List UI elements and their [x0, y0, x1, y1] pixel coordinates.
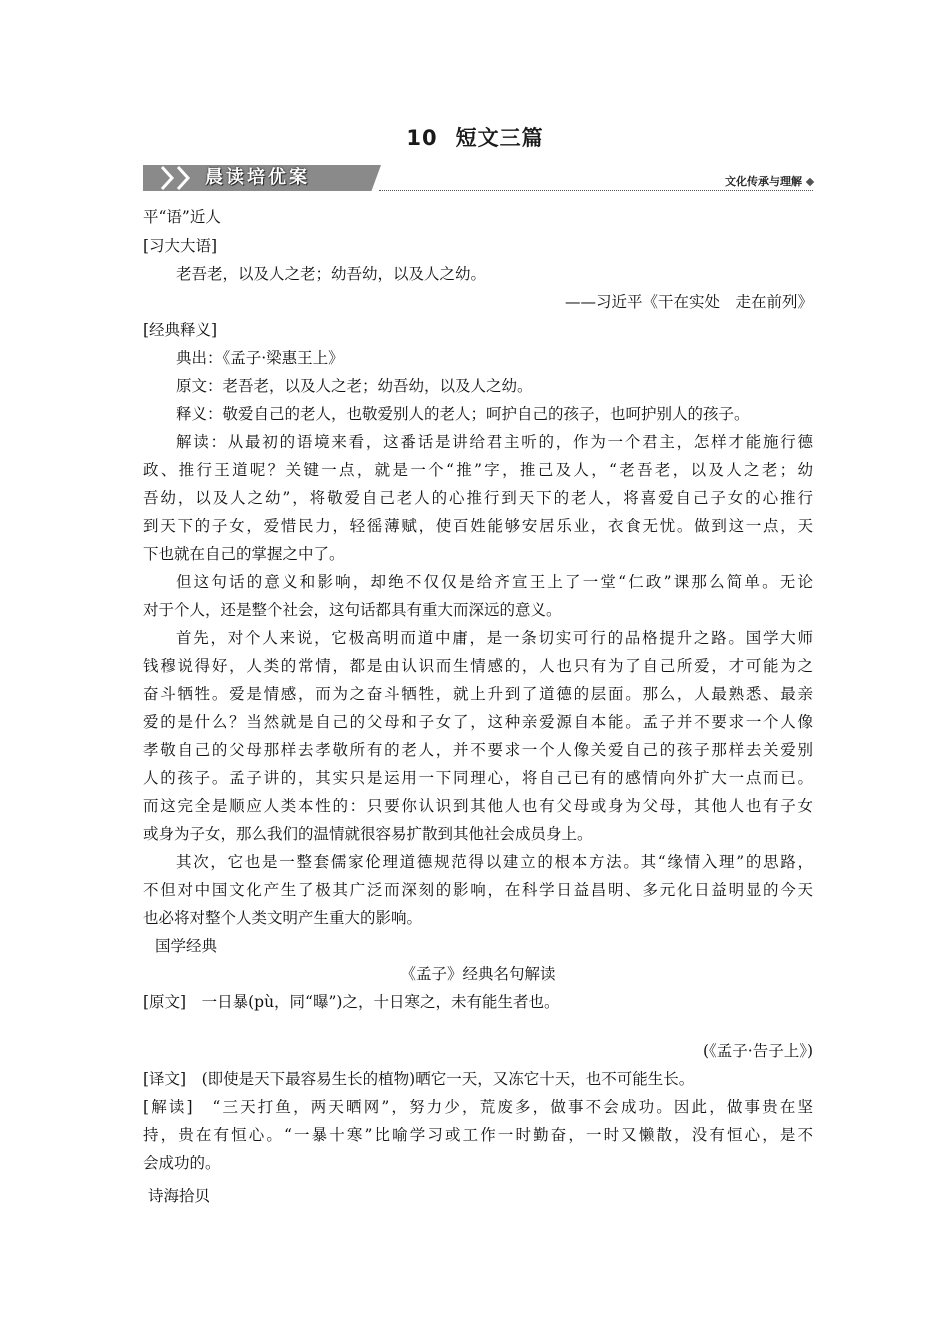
paragraph-line: 不但对中国文化产生了极其广泛而深刻的影响，在科学日益昌明、多元化日益明显的今天	[143, 881, 813, 899]
title-text: 短文三篇	[455, 126, 544, 150]
paragraph-line: 但这句话的意义和影响，却绝不仅仅是给齐宣王上了一堂“仁政”课那么简单。无论	[176, 573, 813, 591]
quote: 老吾老，以及人之老；幼吾幼，以及人之幼。	[176, 265, 487, 283]
original-text: [原文] 一日暴(pù，同“曝”)之，十日寒之，未有能生者也。	[143, 993, 560, 1011]
explanation-line: 释义：敬爱自己的老人，也敬爱别人的老人；呵护自己的孩子，也呵护别人的孩子。	[176, 405, 750, 423]
subheading: [习大大语]	[143, 237, 218, 255]
page-title	[0, 122, 950, 152]
section-heading: 国学经典	[155, 937, 218, 955]
chevron-right-icon	[175, 165, 193, 191]
source-citation: (《孟子·告子上》)	[702, 1042, 813, 1060]
section-banner	[143, 162, 813, 194]
translation-text: [译文] (即使是天下最容易生长的植物)晒它一天，又冻它十天，也不可能生长。	[143, 1070, 695, 1088]
paragraph-line: 吾幼，以及人之幼”，将敬爱自己老人的心推行到天下的老人，将喜爱自己子女的心推行	[143, 489, 813, 507]
origin-line: 典出：《孟子·梁惠王上》	[176, 349, 344, 367]
interpretation-line: 会成功的。	[143, 1154, 221, 1172]
banner-right-text: 文化传承与理解	[725, 175, 802, 188]
paragraph-line: 也必将对整个人类文明产生重大的影响。	[143, 909, 423, 927]
paragraph-line: 孝敬自己的父母那样去孝敬所有的老人，并不要求一个人像关爱自己的孩子那样去关爱别	[143, 741, 813, 759]
paragraph-line: 首先，对个人来说，它极高明而道中庸，是一条切实可行的品格提升之路。国学大师	[176, 629, 813, 647]
section-subtitle: 《孟子》经典名句解读	[400, 965, 556, 983]
paragraph-line: 人的孩子。孟子讲的，其实只是运用一下同理心，将自己已有的感情向外扩大一点而已。	[143, 769, 813, 787]
banner-divider	[379, 190, 813, 191]
paragraph-line: 爱的是什么？当然就是自己的父母和子女了，这种亲爱源自本能。孟子并不要求一个人像	[143, 713, 813, 731]
diamond-icon	[806, 178, 814, 186]
paragraph-line: 到天下的子女，爱惜民力，轻徭薄赋，使百姓能够安居乐业，衣食无忧。做到这一点，天	[143, 517, 813, 535]
paragraph-line: 其次，它也是一整套儒家伦理道德规范得以建立的根本方法。其“缘情入理”的思路，	[176, 853, 813, 871]
banner-label: 晨读培优案	[205, 167, 310, 188]
title-number: 10	[406, 126, 438, 150]
subheading: [经典释义]	[143, 321, 218, 339]
banner-right-label	[725, 173, 813, 189]
interpretation-line: [解读] “三天打鱼，两天晒网”，努力少，荒废多，做事不会成功。因此，做事贵在坚	[143, 1098, 813, 1116]
paragraph-line: 而这完全是顺应人类本性的：只要你认识到其他人也有父母或身为父母，其他人也有子女	[143, 797, 813, 815]
paragraph-line: 对于个人，还是整个社会，这句话都具有重大而深远的意义。	[143, 601, 562, 619]
paragraph-line: 或身为子女，那么我们的温情就很容易扩散到其他社会成员身上。	[143, 825, 593, 843]
paragraph-line: 钱穆说得好，人类的常情，都是由认识而生情感的，人也只有为了自己所爱，才可能为之	[143, 657, 813, 675]
section-heading: 诗海拾贝	[148, 1187, 211, 1205]
paragraph-line: 奋斗牺牲。爱是情感，而为之奋斗牺牲，就上升到了道德的层面。那么，人最熟悉、最亲	[143, 685, 813, 703]
interpretation-line: 持，贵在有恒心。“一暴十寒”比喻学习或工作一时勤奋，一时又懒散，没有恒心，是不	[143, 1126, 813, 1144]
paragraph-line: 解读：从最初的语境来看，这番话是讲给君主听的，作为一个君主，怎样才能施行德	[176, 433, 813, 451]
paragraph-line: 政、推行王道呢？关键一点，就是一个“推”字，推己及人，“老吾老，以及人之老；幼	[143, 461, 813, 479]
section-heading: 平“语”近人	[143, 208, 221, 226]
quote-source: ——习近平《干在实处 走在前列》	[564, 293, 813, 311]
paragraph-line: 下也就在自己的掌握之中了。	[143, 545, 345, 563]
original-line: 原文：老吾老，以及人之老；幼吾幼，以及人之幼。	[176, 377, 533, 395]
